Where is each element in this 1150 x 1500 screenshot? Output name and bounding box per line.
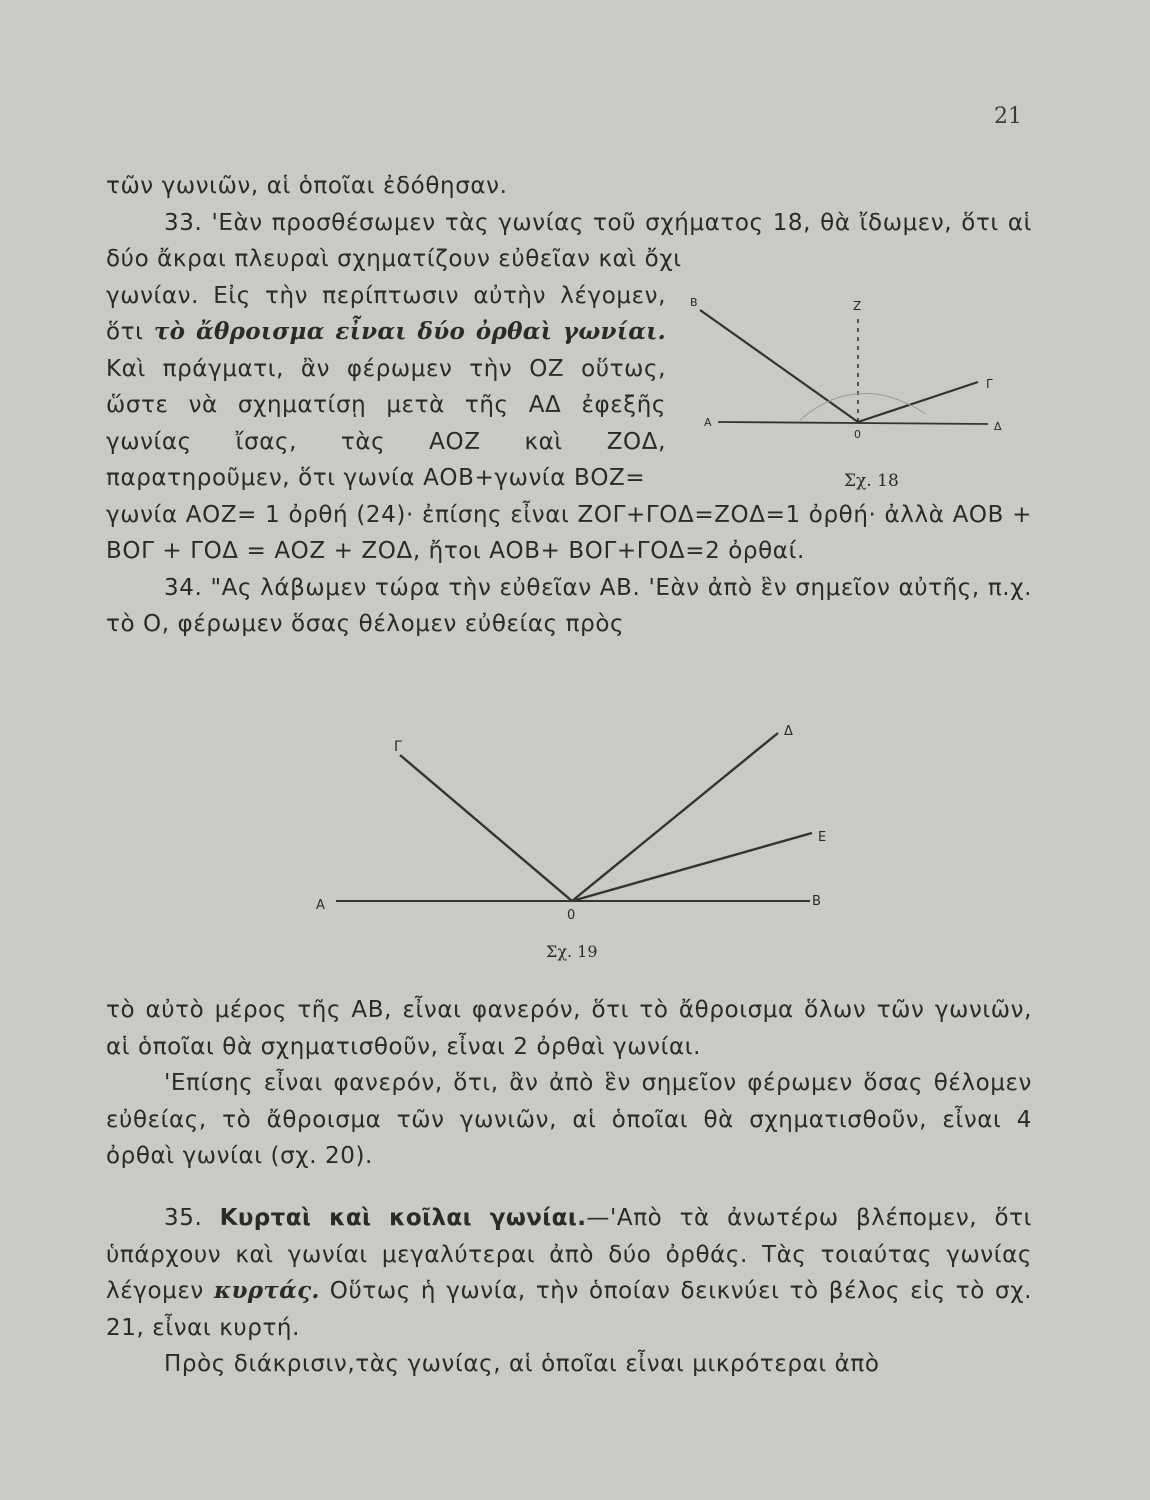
label-g: Γ xyxy=(986,377,993,391)
paragraph-35-text-b: Οὕτως ἡ γωνία, τὴν ὁποίαν δεικνύει τὸ βέλος εἰς τὸ σχ. 21, εἶναι κυρτή. xyxy=(106,1278,1032,1341)
caption-18: Σχ. 18 xyxy=(844,471,899,490)
label-d: Δ xyxy=(784,724,793,739)
paragraph-35 xyxy=(106,1200,1032,1346)
paragraph-33-wrapped xyxy=(106,278,666,497)
label-o: 0 xyxy=(854,428,861,441)
label-a: A xyxy=(704,416,712,429)
label-b: B xyxy=(690,296,698,309)
page-number: 21 xyxy=(994,104,1022,129)
text-block-mid xyxy=(106,992,1032,1175)
paragraph-33-emphasis: τὸ ἄθροισμα εἶναι δύο ὀρθαὶ γωνίαι. xyxy=(153,318,666,345)
label-e: E xyxy=(818,830,827,845)
label-b: B xyxy=(812,894,821,909)
ray-ob xyxy=(700,310,858,422)
paragraph-34: 34. "Ας λάβωμεν τώρα τὴν εὐθεῖαν ΑΒ. 'Εὰν ἀπὸ ἓν σημεῖον αὐτῆς, π.χ. τὸ Ο, φέρωμεν ὅσας θέλομεν εὐθείας πρὸς xyxy=(106,574,1032,637)
paragraph-33-line1: 33. 'Εὰν προσθέσωμεν τὰς γωνίας τοῦ σχήματος 18, θὰ ἴδωμεν, ὅτι αἱ δύο ἄκραι πλευραὶ σχηματίζουν εὐθεῖαν καὶ ὄχι xyxy=(106,209,1032,272)
paragraph-34-continued: τὸ αὐτὸ μέρος τῆς ΑΒ, εἶναι φανερόν, ὅτι τὸ ἄθροισμα ὅλων τῶν γωνιῶν, αἱ ὁποῖαι θὰ σχηματισθοῦν, εἶναι 2 ὀρθαὶ γωνίαι. xyxy=(106,997,1032,1060)
paragraph-33-continued: γωνία ΑΟΖ= 1 ὀρθή (24)· ἐπίσης εἶναι ΖΟΓ+ΓΟΔ=ΖΟΔ=1 ὀρθή· ἀλλὰ ΑΟΒ + ΒΟΓ + ΓΟΔ = ΑΟΖ + ΖΟΔ, ἤτοι ΑΟΒ+ ΒΟΓ+ΓΟΔ=2 ὀρθαί. xyxy=(106,501,1032,564)
paragraph-33-text-b: Καὶ πράγματι, ἂν φέρωμεν τὴν ΟΖ οὕτως, ὥστε νὰ σχηματίσῃ μετὰ τῆς ΑΔ ἐφεξῆς γωνίας ἴσας, τὰς ΑΟΖ καὶ ΖΟΔ, παρατηροῦμεν, ὅτι γωνία ΑΟΒ+γωνία ΒΟΖ= xyxy=(106,355,666,491)
paragraph-final: Πρὸς διάκρισιν,τὰς γωνίας, αἱ ὁποῖαι εἶναι μικρότεραι ἀπὸ xyxy=(164,1351,880,1377)
label-g: Γ xyxy=(394,739,402,755)
paragraph-4-right-angles: 'Επίσης εἶναι φανερόν, ὅτι, ἂν ἀπὸ ἓν σημεῖον φέρωμεν ὅσας θέλομεν εὐθείας, τὸ ἄθροισμα τῶν γωνιῶν, αἱ ὁποῖαι θὰ σχηματισθοῦν, εἶναι 4 ὀρθαὶ γωνίαι (σχ. 20). xyxy=(106,1070,1032,1169)
section-heading: Κυρταὶ καὶ κοῖλαι γωνίαι. xyxy=(219,1205,587,1231)
ray-od xyxy=(572,733,778,901)
figure-19 xyxy=(300,715,860,970)
paragraph-35-number: 35. xyxy=(164,1205,220,1231)
caption-19: Σχ. 19 xyxy=(546,942,598,961)
ray-oe xyxy=(572,833,812,901)
label-a: A xyxy=(316,898,325,913)
label-o: 0 xyxy=(567,908,576,923)
paragraph-35-text-a: —'Απὸ τὰ ἀνωτέρω βλέπομεν, ὅτι ὑπάρχουν καὶ γωνίαι μεγαλύτεραι ἀπὸ δύο ὀρθάς. Τὰς τοιαύτας γωνίας λέγομεν xyxy=(106,1205,1032,1304)
paragraph-33-text-a: γωνίαν. Εἰς τὴν περίπτωσιν αὐτὴν λέγομεν, ὅτι xyxy=(106,282,666,345)
ray-og xyxy=(400,755,572,901)
paragraph-continuation: τῶν γωνιῶν, αἱ ὁποῖαι ἐδόθησαν. xyxy=(106,173,508,199)
label-z: Z xyxy=(853,299,862,313)
figure-18 xyxy=(690,290,1020,490)
ray-og xyxy=(858,382,978,422)
paragraph-35-emphasis: κυρτάς. xyxy=(213,1277,320,1304)
label-d: Δ xyxy=(994,420,1002,433)
line-ad xyxy=(718,422,988,424)
text-block-bottom xyxy=(106,1200,1032,1383)
